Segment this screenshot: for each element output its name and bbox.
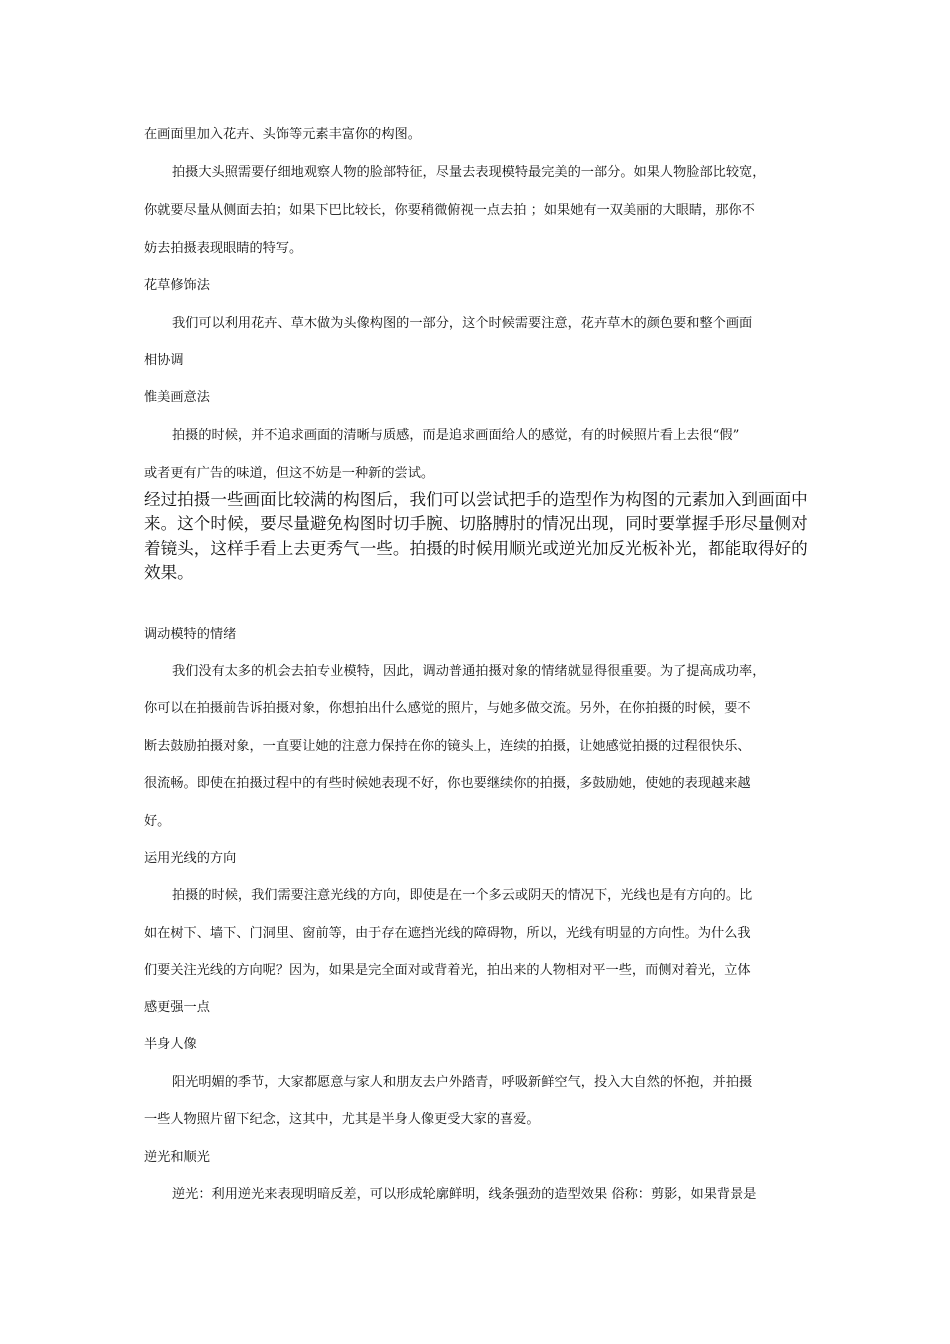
section-heading: 半身人像 xyxy=(144,1037,197,1052)
body-text-line: 阳光明媚的季节，大家都愿意与家人和朋友去户外踏青，呼吸新鲜空气，投入大自然的怀抱，并拍摄 xyxy=(172,1075,753,1090)
section-heading: 花草修饰法 xyxy=(144,278,210,293)
body-text-line: 拍摄大头照需要仔细地观察人物的脸部特征，尽量去表现模特最完美的一部分。如果人物脸部比较宽， xyxy=(172,165,766,180)
body-text-line: 在画面里加入花卉、头饰等元素丰富你的构图。 xyxy=(144,127,421,142)
body-text-line: 我们没有太多的机会去拍专业模特，因此，调动普通拍摄对象的情绪就显得很重要。为了提高成功率， xyxy=(172,664,766,679)
section-heading: 逆光和顺光 xyxy=(144,1150,210,1165)
body-text-line: 很流畅。即使在拍摄过程中的有些时候她表现不好，你也要继续你的拍摄，多鼓励她，使她的表现越来越 xyxy=(144,776,751,791)
section-heading: 运用光线的方向 xyxy=(144,851,237,866)
body-text-line: 拍摄的时候，并不追求画面的清晰与质感，而是追求画面给人的感觉，有的时候照片看上去很“假” xyxy=(172,428,740,443)
body-text-line: 们要关注光线的方向呢？因为，如果是完全面对或背着光，拍出来的人物相对平一些，而侧对着光，立体 xyxy=(144,963,751,978)
body-text-line: 如在树下、墙下、门洞里、窗前等，由于存在遮挡光线的障碍物，所以，光线有明显的方向性。为什么我 xyxy=(144,926,751,941)
body-text-line: 你就要尽量从侧面去拍；如果下巴比较长，你要稍微俯视一点去拍 ；如果她有一双美丽的大眼睛，那你不 xyxy=(144,203,755,218)
body-text-line-large: 来。这个时候，要尽量避免构图时切手腕、切胳膊肘的情况出现，同时要掌握手形尽量侧对 xyxy=(144,514,808,533)
body-text-line: 相协调 xyxy=(144,353,184,368)
body-text-line: 感更强一点 xyxy=(144,1000,210,1015)
body-text-line: 一些人物照片留下纪念，这其中，尤其是半身人像更受大家的喜爱。 xyxy=(144,1112,540,1127)
body-text-line-large: 效果。 xyxy=(144,563,194,582)
body-text-line: 我们可以利用花卉、草木做为头像构图的一部分，这个时候需要注意，花卉草木的颜色要和整个画面 xyxy=(172,316,753,331)
body-text-line-large: 经过拍摄一些画面比较满的构图后，我们可以尝试把手的造型作为构图的元素加入到画面中 xyxy=(144,490,808,509)
section-heading: 惟美画意法 xyxy=(144,390,210,405)
section-heading: 调动模特的情绪 xyxy=(144,627,237,642)
body-text-line: 好。 xyxy=(144,814,171,829)
body-text-line: 你可以在拍摄前告诉拍摄对象，你想拍出什么感觉的照片，与她多做交流。另外，在你拍摄的时候，要不 xyxy=(144,701,751,716)
body-text-line: 妨去拍摄表现眼睛的特写。 xyxy=(144,241,303,256)
body-text-line: 或者更有广告的味道，但这不妨是一种新的尝试。 xyxy=(144,466,435,481)
body-text-line: 拍摄的时候，我们需要注意光线的方向，即使是在一个多云或阴天的情况下，光线也是有方向的。比 xyxy=(172,888,753,903)
body-text-line-large: 着镜头，这样手看上去更秀气一些。拍摄的时候用顺光或逆光加反光板补光，都能取得好的 xyxy=(144,539,808,558)
body-text-line: 断去鼓励拍摄对象，一直要让她的注意力保持在你的镜头上，连续的拍摄，让她感觉拍摄的过程很快乐、 xyxy=(144,739,751,754)
body-text-line: 逆光：利用逆光来表现明暗反差，可以形成轮廓鲜明，线条强劲的造型效果 俗称：剪影，如果背景是 xyxy=(172,1187,757,1202)
